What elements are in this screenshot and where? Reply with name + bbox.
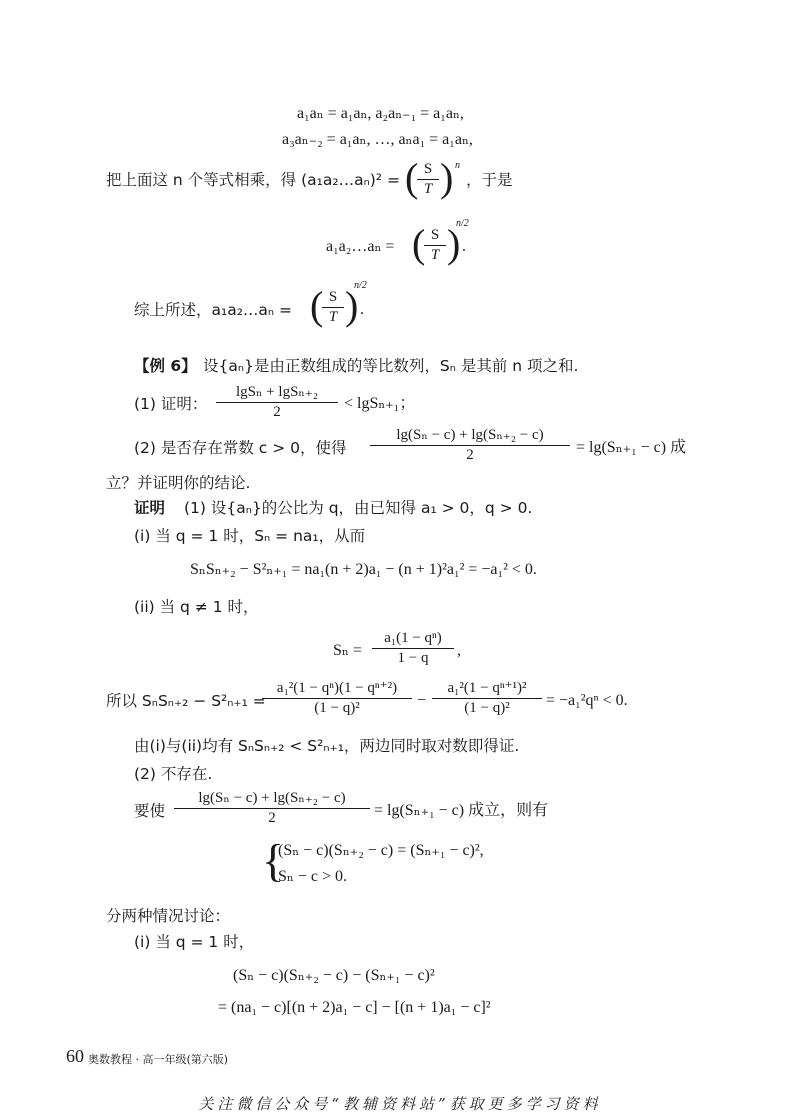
equation-line-2: a₃aₙ₋₂ = a₁aₙ, …, aₙa₁ = a₁aₙ, — [282, 131, 473, 148]
fraction-numerator: a₁(1 − qⁿ) — [372, 629, 454, 649]
left-brace: { — [262, 835, 285, 886]
sn-lhs: Sₙ = — [333, 642, 362, 659]
part-1-inequality: < lgSₙ₊₁； — [344, 395, 416, 412]
period: . — [360, 301, 364, 318]
expansion-line-2: = (na₁ − c)[(n + 2)a₁ − c] − [(n + 1)a₁ − c]² — [218, 999, 491, 1016]
then-text: ，于是 — [466, 171, 513, 189]
fraction-s-over-t — [322, 288, 344, 327]
multiply-statement: 把上面这 n 个等式相乘，得 (a₁a₂…aₙ)² = — [106, 171, 400, 189]
case-q-equals-1: (i) 当 q = 1 时， — [134, 933, 255, 951]
conclusion: 由(i)与(ii)均有 SₙSₙ₊₂ < S²ₙ₊₁，两边同时取对数即得证. — [134, 737, 520, 755]
split-cases: 分两种情况讨论： — [106, 907, 231, 925]
fraction-numerator: S — [417, 160, 439, 180]
proof-intro: (1) 设{aₙ}的公比为 q，由已知得 a₁ > 0，q > 0. — [184, 499, 533, 517]
fraction-s-over-t — [424, 226, 446, 265]
part-2-answer: (2) 不存在. — [134, 765, 213, 783]
proof-label: 证明 — [134, 499, 166, 517]
example-statement: 设{aₙ}是由正数组成的等比数列，Sₙ 是其前 n 项之和. — [203, 357, 579, 375]
product-equation: a₁a₂…aₙ = — [326, 238, 395, 255]
fraction-numerator: lg(Sₙ − c) + lg(Sₙ₊₂ − c) — [174, 789, 370, 809]
fraction-denominator: 2 — [466, 447, 474, 463]
system-equation-1: (Sₙ − c)(Sₙ₊₂ − c) = (Sₙ₊₁ − c)², — [278, 842, 484, 859]
exponent-n-half: n/2 — [456, 218, 469, 229]
system-equation-2: Sₙ − c > 0. — [278, 868, 347, 885]
example-label: 【例 6】 — [134, 357, 197, 375]
part-2-equation-tail: = lg(Sₙ₊₁ − c) 成 — [576, 439, 687, 456]
sn-comma: , — [457, 642, 461, 659]
so-fraction-1 — [262, 679, 412, 718]
close-paren: ) — [440, 155, 454, 200]
book-title: 奥数教程 · 高一年级(第六版) — [88, 1053, 229, 1066]
fraction-denominator: (1 − q)² — [464, 700, 510, 716]
part-2-prompt: (2) 是否存在常数 c > 0，使得 — [134, 439, 347, 457]
close-paren: ) — [447, 221, 461, 266]
part-2-fraction — [370, 426, 570, 465]
requirement-fraction — [174, 789, 370, 828]
fraction-numerator: S — [322, 288, 344, 308]
open-paren: ( — [405, 155, 419, 200]
fraction-numerator: a₁²(1 − qⁿ⁺¹)² — [432, 679, 542, 699]
open-paren: ( — [412, 221, 426, 266]
part-1-fraction — [216, 383, 338, 422]
summary-statement: 综上所述，a₁a₂…aₙ = — [134, 301, 293, 319]
fraction-denominator: 1 − q — [397, 650, 429, 666]
exponent-n: n — [455, 160, 460, 171]
so-fraction-2 — [432, 679, 542, 718]
fraction-numerator: lgSₙ + lgSₙ₊₂ — [216, 383, 338, 403]
minus-sign: − — [417, 692, 427, 709]
open-paren: ( — [310, 283, 324, 328]
exponent-n-half: n/2 — [354, 280, 367, 291]
fraction-denominator: T — [328, 309, 338, 325]
so-lhs: 所以 SₙSₙ₊₂ − S²ₙ₊₁ = — [106, 692, 266, 710]
fraction-numerator: lg(Sₙ − c) + lg(Sₙ₊₂ − c) — [370, 426, 570, 446]
equation-line-1: a₁aₙ = a₁aₙ, a₂aₙ₋₁ = a₁aₙ, — [297, 105, 464, 122]
requirement-prefix: 要使 — [134, 802, 166, 820]
fraction-denominator: 2 — [268, 810, 276, 826]
so-result: = −a₁²qⁿ < 0. — [546, 692, 628, 709]
watermark-banner: 关注微信公众号“教辅资料站”获取更多学习资料 — [198, 1095, 602, 1113]
fraction-denominator: T — [430, 247, 440, 263]
close-paren: ) — [345, 283, 359, 328]
fraction-denominator: (1 − q)² — [314, 700, 360, 716]
fraction-denominator: 2 — [273, 404, 281, 420]
case-2-heading: (ii) 当 q ≠ 1 时， — [134, 598, 259, 616]
page-number: 60 — [66, 1046, 84, 1066]
fraction-s-over-t — [417, 160, 439, 199]
period: . — [462, 238, 466, 255]
case-1-heading: (i) 当 q = 1 时，Sₙ = na₁，从而 — [134, 527, 366, 545]
fraction-numerator: a₁²(1 − qⁿ)(1 − qⁿ⁺²) — [262, 679, 412, 699]
expansion-line-1: (Sₙ − c)(Sₙ₊₂ − c) − (Sₙ₊₁ − c)² — [233, 967, 435, 984]
requirement-tail: = lg(Sₙ₊₁ − c) 成立，则有 — [374, 802, 549, 819]
part-2-continuation: 立？并证明你的结论. — [106, 474, 251, 492]
fraction-numerator: S — [424, 226, 446, 246]
sn-fraction — [372, 629, 454, 668]
fraction-denominator: T — [423, 181, 433, 197]
case-1-equation: SₙSₙ₊₂ − S²ₙ₊₁ = na₁(n + 2)a₁ − (n + 1)²a₁² = −a₁² < 0. — [190, 561, 537, 578]
part-1-prompt: (1) 证明： — [134, 395, 208, 413]
